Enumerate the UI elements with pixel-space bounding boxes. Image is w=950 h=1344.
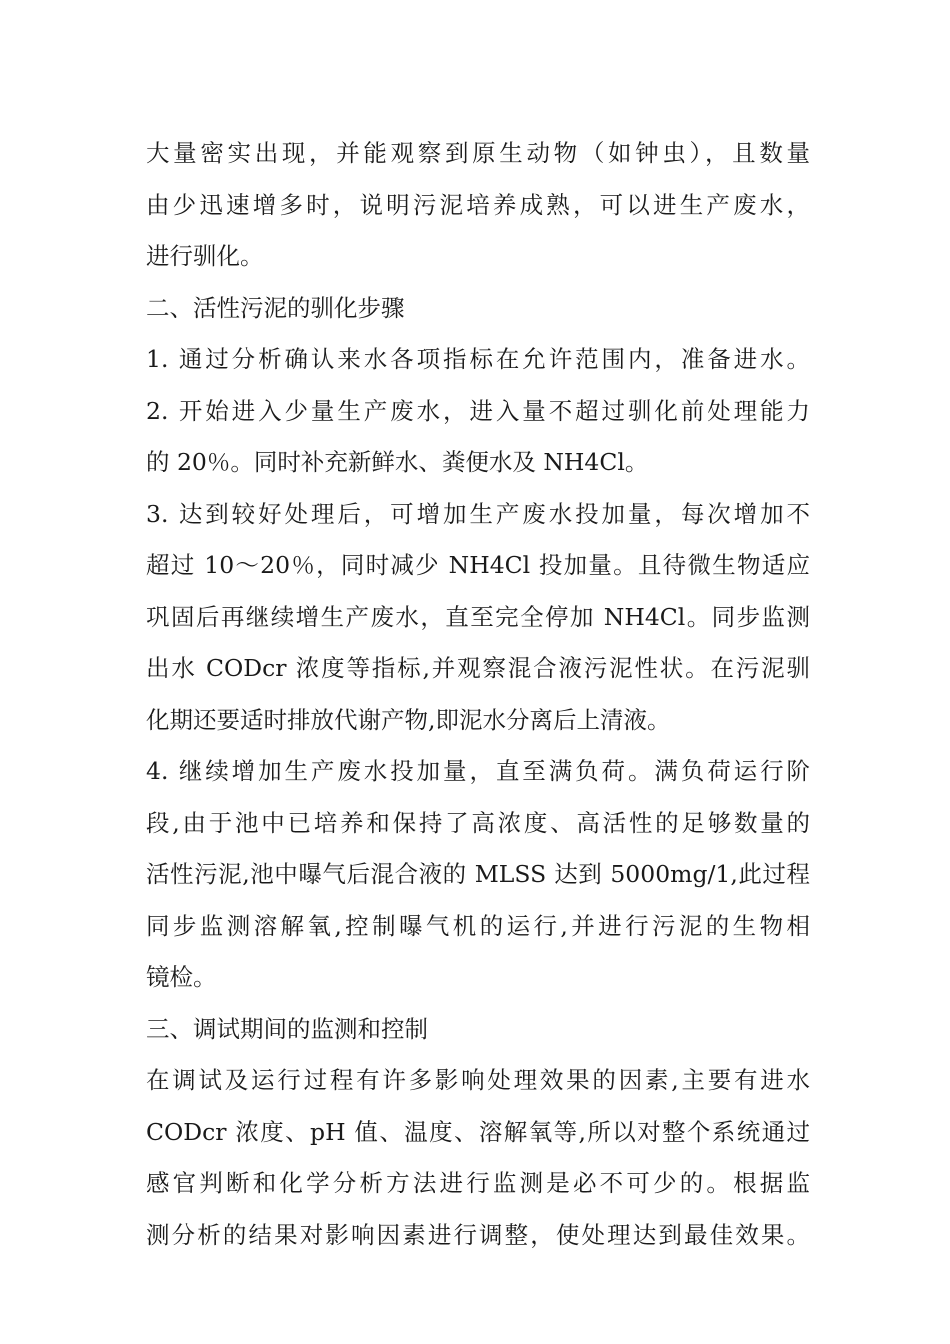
text-line: 感官判断和化学分析方法进行监测是必不可少的。根据监	[146, 1169, 810, 1197]
text-line: CODcr 浓度、pH 值、温度、溶解氧等,所以对整个系统通过	[146, 1117, 810, 1146]
section-heading: 二、活性污泥的驯化步骤	[146, 293, 405, 322]
text-line: 测分析的结果对影响因素进行调整，使处理达到最佳效果。	[146, 1220, 810, 1249]
document-body	[146, 128, 810, 1261]
text-line: 段,由于池中已培养和保持了高浓度、高活性的足够数量的	[146, 808, 810, 837]
text-line: 巩固后再继续增生产废水，直至完全停加 NH4Cl。同步监测	[146, 602, 810, 631]
text-line: 由少迅速增多时，说明污泥培养成熟，可以进生产废水，	[146, 190, 810, 219]
text-line: 超过 10～20％，同时减少 NH4Cl 投加量。且待微生物适应	[146, 551, 810, 579]
text-line: 进行驯化。	[146, 242, 264, 270]
text-line: 同步监测溶解氧,控制曝气机的运行,并进行污泥的生物相	[146, 911, 810, 940]
section-heading: 三、调试期间的监测和控制	[146, 1014, 428, 1043]
text-line: 2. 开始进入少量生产废水，进入量不超过驯化前处理能力	[146, 396, 810, 425]
text-line: 的 20％。同时补充新鲜水、粪便水及 NH4Cl。	[146, 448, 649, 476]
text-line: 4. 继续增加生产废水投加量，直至满负荷。满负荷运行阶	[146, 757, 810, 785]
text-line: 活性污泥,池中曝气后混合液的 MLSS 达到 5000mg/1,此过程	[146, 860, 810, 888]
text-line: 化期还要适时排放代谢产物,即泥水分离后上清液。	[146, 705, 671, 734]
text-line: 1. 通过分析确认来水各项指标在允许范围内，准备进水。	[146, 345, 810, 373]
text-line: 在调试及运行过程有许多影响处理效果的因素,主要有进水	[146, 1066, 810, 1094]
text-line: 镜检。	[146, 963, 217, 991]
text-line: 3. 达到较好处理后，可增加生产废水投加量，每次增加不	[146, 499, 810, 528]
text-line: 大量密实出现，并能观察到原生动物（如钟虫），且数量	[146, 139, 810, 167]
text-line: 出水 CODcr 浓度等指标,并观察混合液污泥性状。在污泥驯	[146, 654, 810, 682]
